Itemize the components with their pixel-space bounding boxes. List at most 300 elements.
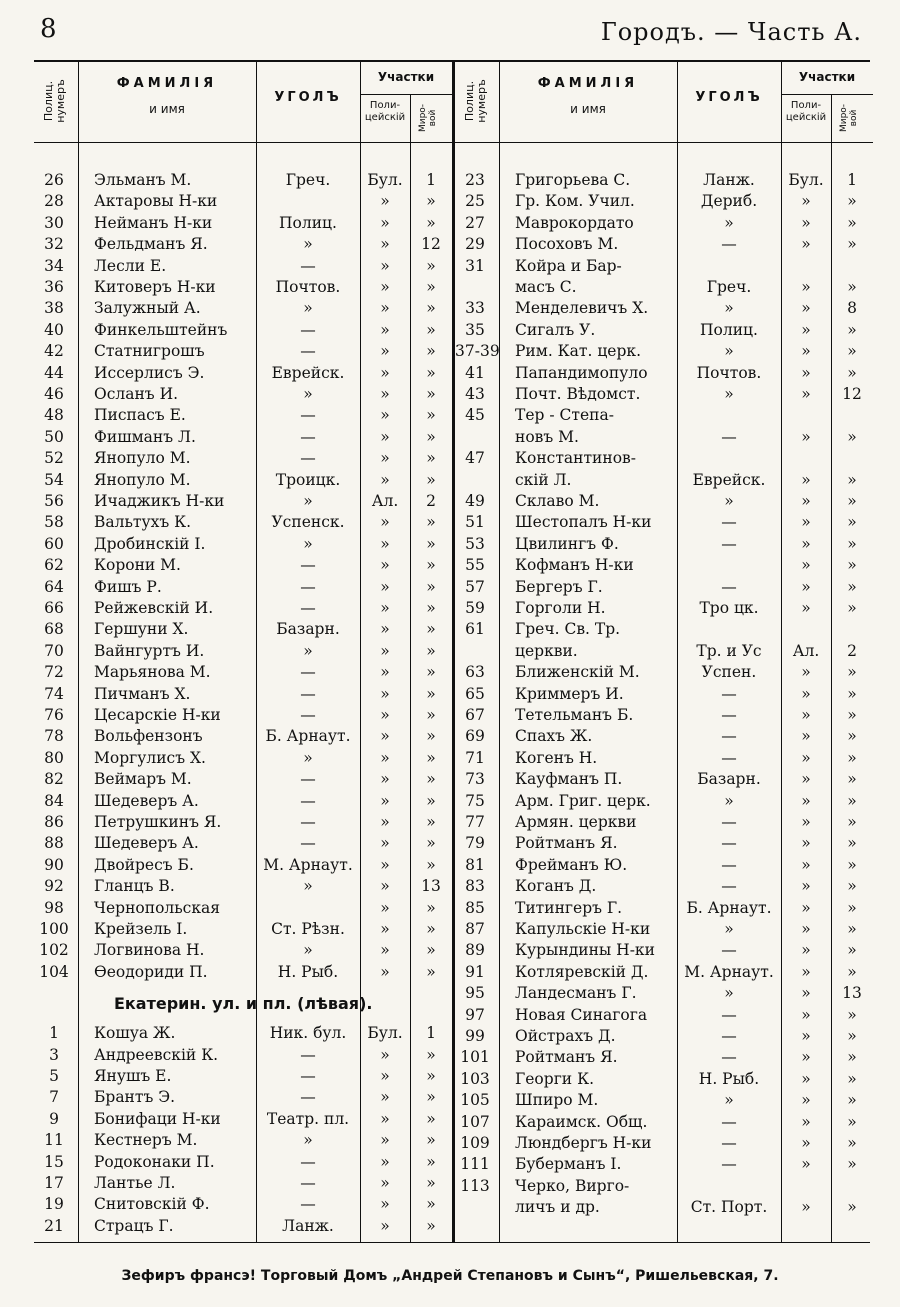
table-row [34, 491, 452, 512]
corner-street: — [300, 1088, 316, 1107]
resident-name: Снитовскій Ф. [94, 1195, 210, 1214]
house-number: 79 [465, 834, 485, 853]
house-number: 51 [465, 513, 485, 532]
peace-precinct: » [426, 1131, 436, 1150]
peace-precinct: » [426, 556, 436, 575]
table-row [455, 577, 873, 598]
resident-name: Койра и Бар- [515, 256, 622, 275]
peace-precinct: » [847, 1027, 857, 1045]
resident-name: Курындины Н-ки [515, 941, 655, 960]
table-row [455, 962, 873, 983]
police-precinct: » [380, 406, 390, 425]
table-row [455, 341, 873, 362]
house-number: 62 [44, 556, 64, 575]
corner-street: — [300, 791, 316, 810]
resident-name: Страцъ Г. [94, 1216, 174, 1235]
police-precinct: » [380, 684, 390, 703]
table-row [34, 405, 452, 426]
header-police: Поли- цейскій [785, 100, 827, 123]
table-row [455, 363, 873, 384]
corner-street: — [721, 1027, 737, 1045]
table-row [34, 470, 452, 491]
corner-street: Еврейск. [271, 363, 345, 382]
corner-street: — [300, 770, 316, 789]
house-number: 58 [44, 513, 64, 532]
police-precinct: » [801, 299, 811, 318]
police-precinct: » [801, 492, 811, 510]
police-precinct: » [801, 920, 811, 938]
house-number: 3 [49, 1045, 59, 1064]
peace-precinct: » [847, 599, 857, 617]
table-row [34, 213, 452, 234]
police-precinct: Бул. [367, 1024, 403, 1043]
table-row [455, 919, 873, 940]
peace-precinct: » [847, 1155, 857, 1174]
table-row [455, 1112, 873, 1133]
corner-street: Ланж. [703, 171, 755, 189]
corner-street: — [721, 1155, 737, 1174]
police-precinct: » [801, 192, 811, 211]
police-precinct: » [380, 877, 390, 896]
police-precinct: » [380, 577, 390, 596]
table-row [34, 705, 452, 726]
corner-street: — [721, 534, 737, 553]
house-number: 40 [44, 320, 64, 339]
house-number: 48 [44, 406, 64, 425]
corner-street: » [724, 492, 734, 510]
table-row [455, 427, 873, 448]
corner-street: — [300, 706, 316, 724]
corner-street: — [300, 663, 316, 682]
corner-street: — [721, 706, 737, 724]
resident-name: Фельдманъ Я. [94, 235, 208, 254]
police-precinct: » [380, 941, 390, 960]
peace-precinct: » [847, 834, 857, 853]
police-precinct: » [380, 427, 390, 446]
house-number: 28 [44, 192, 64, 211]
house-number: 44 [44, 363, 64, 382]
peace-precinct: » [426, 1045, 436, 1064]
corner-street: Дериб. [700, 192, 758, 211]
corner-street: Ст. Порт. [690, 1198, 768, 1217]
table-row [455, 470, 873, 491]
peace-precinct: » [426, 962, 436, 981]
house-number: 76 [44, 706, 64, 724]
house-number: 54 [44, 470, 64, 489]
house-number: 65 [465, 684, 485, 703]
peace-precinct: 1 [426, 171, 436, 189]
resident-name: Новая Синагога [515, 1005, 648, 1024]
peace-precinct: » [847, 962, 857, 981]
peace-precinct: » [426, 1109, 436, 1128]
table-row [34, 427, 452, 448]
peace-precinct: » [847, 941, 857, 960]
police-precinct: » [801, 855, 811, 874]
peace-precinct: » [426, 1152, 436, 1171]
table-row [34, 726, 452, 747]
table-row [34, 555, 452, 576]
house-number: 43 [465, 385, 485, 403]
resident-name: Григорьева С. [515, 171, 631, 189]
house-number: 113 [460, 1176, 490, 1195]
table-row [455, 384, 873, 405]
resident-name: Шестопалъ Н-ки [515, 513, 652, 532]
peace-precinct: » [426, 1174, 436, 1192]
peace-precinct: » [426, 427, 436, 446]
house-number: 56 [44, 492, 64, 510]
table-row [455, 855, 873, 876]
corner-street: » [303, 1131, 313, 1150]
corner-street: — [300, 556, 316, 575]
resident-name: Константинов- [515, 449, 637, 468]
house-number: 86 [44, 813, 64, 831]
table-row [34, 298, 452, 319]
peace-precinct: » [847, 556, 857, 575]
resident-name: Цвилингъ Ф. [515, 534, 619, 553]
police-precinct: » [380, 620, 390, 639]
table-row [34, 512, 452, 533]
resident-name: Котляревскій Д. [515, 962, 649, 981]
table-row [34, 1045, 452, 1066]
resident-name: Осланъ И. [94, 385, 179, 403]
house-number: 57 [465, 577, 485, 596]
police-precinct: » [380, 449, 390, 468]
corner-street: Театр. пл. [266, 1109, 350, 1128]
corner-street: — [300, 449, 316, 468]
peace-precinct: 12 [421, 235, 441, 254]
house-number: 102 [39, 941, 69, 960]
peace-precinct: » [426, 299, 436, 318]
police-precinct: Бул. [367, 171, 403, 189]
table-row [455, 791, 873, 812]
police-precinct: » [380, 641, 390, 660]
corner-street: » [724, 1091, 734, 1110]
police-precinct: » [380, 278, 390, 296]
resident-name: Иссерлисъ Э. [94, 363, 205, 382]
table-row [455, 769, 873, 790]
table-row [34, 1194, 452, 1215]
police-precinct: » [380, 770, 390, 789]
table-row [455, 748, 873, 769]
table-row [455, 405, 873, 426]
resident-name: Шпиро М. [515, 1091, 599, 1110]
police-precinct: » [380, 235, 390, 254]
house-number: 53 [465, 534, 485, 553]
police-precinct: » [801, 363, 811, 382]
resident-name: Греч. Св. Тр. [515, 620, 621, 639]
police-precinct: » [801, 962, 811, 981]
police-precinct: » [380, 299, 390, 318]
police-precinct: » [801, 813, 811, 831]
table-row [34, 577, 452, 598]
house-number: 49 [465, 492, 485, 510]
corner-street: — [300, 577, 316, 596]
corner-street: — [721, 877, 737, 896]
table-row [455, 726, 873, 747]
corner-street: Почтов. [696, 363, 762, 382]
house-number: 21 [44, 1216, 64, 1235]
peace-precinct: » [426, 663, 436, 682]
police-precinct: » [380, 1045, 390, 1064]
resident-name: Лантье Л. [94, 1174, 176, 1192]
peace-precinct: 12 [842, 385, 862, 403]
corner-street: — [721, 684, 737, 703]
resident-name: Фрейманъ Ю. [515, 855, 628, 874]
resident-name: Эльманъ М. [94, 171, 192, 189]
house-number: 52 [44, 449, 64, 468]
table-row [34, 170, 452, 191]
police-precinct: Бул. [788, 171, 824, 189]
corner-street: — [721, 941, 737, 960]
corner-street: — [721, 1048, 737, 1067]
peace-precinct: » [426, 534, 436, 553]
table-row [455, 256, 873, 277]
house-number: 30 [44, 213, 64, 232]
house-number: 59 [465, 599, 485, 617]
resident-name: Армян. церкви [515, 813, 637, 831]
house-number: 83 [465, 877, 485, 896]
police-precinct: » [380, 599, 390, 617]
corner-street: » [303, 748, 313, 767]
police-precinct: » [801, 534, 811, 553]
table-row [34, 684, 452, 705]
resident-name: Цесарскіе Н-ки [94, 706, 221, 724]
police-precinct: » [801, 1069, 811, 1088]
corner-street: — [721, 1134, 737, 1152]
police-precinct: » [801, 342, 811, 361]
resident-name: Лесли Е. [94, 256, 167, 275]
house-number: 99 [465, 1027, 485, 1045]
corner-street: — [721, 1005, 737, 1024]
resident-name: Нейманъ Н-ки [94, 213, 213, 232]
corner-street: — [721, 577, 737, 596]
header-corner: УГОЛЪ [274, 90, 342, 105]
police-precinct: » [380, 1174, 390, 1192]
corner-street: Троицк. [275, 470, 341, 489]
table-row [455, 619, 873, 640]
resident-name: Янопуло М. [94, 470, 191, 489]
resident-name: Фишъ Р. [94, 577, 162, 596]
peace-precinct: » [847, 898, 857, 917]
corner-street: Б. Арнаут. [265, 727, 351, 746]
house-number: 81 [465, 855, 485, 874]
police-precinct: » [801, 278, 811, 296]
table-row [455, 512, 873, 533]
resident-name: Гр. Ком. Учил. [515, 192, 635, 211]
corner-street: Н. Рыб. [698, 1069, 760, 1088]
table-row [34, 277, 452, 298]
corner-street: — [721, 427, 737, 446]
corner-street: М. Арнаут. [263, 855, 353, 874]
police-precinct: » [380, 663, 390, 682]
table-row [34, 1023, 452, 1044]
peace-precinct: » [426, 342, 436, 361]
table-row [34, 534, 452, 555]
peace-precinct: » [847, 1048, 857, 1067]
peace-precinct: » [847, 192, 857, 211]
house-number: 82 [44, 770, 64, 789]
footer-advert: Зефиръ франсэ! Торговый Домъ „Андрей Степановъ и Сынъ“, Ришельевская, 7. [121, 1268, 779, 1284]
corner-street: Базарн. [276, 620, 340, 639]
table-row [455, 213, 873, 234]
resident-name: Актаровы Н-ки [94, 192, 218, 211]
house-number: 67 [465, 706, 485, 724]
table-row [34, 384, 452, 405]
directory-table [34, 60, 870, 1243]
house-number: 27 [465, 213, 485, 232]
police-precinct: » [380, 513, 390, 532]
table-row [34, 1216, 452, 1237]
peace-precinct: » [426, 1195, 436, 1214]
section-title: Екатерин. ул. и пл. (лѣвая). [114, 994, 373, 1013]
peace-precinct: » [847, 1005, 857, 1024]
peace-precinct: 2 [847, 641, 857, 660]
resident-name: Криммеръ И. [515, 684, 624, 703]
resident-name: Финкельштейнъ [94, 320, 228, 339]
peace-precinct: » [426, 213, 436, 232]
page-title: Городъ. — Часть А. [600, 18, 862, 46]
house-number: 7 [49, 1088, 59, 1107]
table-row [34, 641, 452, 662]
peace-precinct: 1 [426, 1024, 436, 1043]
house-number: 33 [465, 299, 485, 318]
corner-street: — [300, 256, 316, 275]
police-precinct: » [801, 427, 811, 446]
house-number: 45 [465, 406, 485, 425]
house-number: 73 [465, 770, 485, 789]
corner-street: » [724, 213, 734, 232]
resident-name: Статнигрошъ [94, 342, 205, 361]
peace-precinct: » [426, 449, 436, 468]
resident-name: церкви. [515, 641, 578, 660]
header-name: ФАМИЛІЯ [116, 76, 218, 91]
table-row [455, 491, 873, 512]
table-row [455, 705, 873, 726]
header-subdivider [360, 94, 452, 95]
house-number: 104 [39, 962, 69, 981]
header-precincts: Участки [377, 70, 435, 84]
resident-name: Гланцъ В. [94, 877, 175, 896]
table-row [455, 598, 873, 619]
resident-name: Вайнгуртъ И. [94, 641, 205, 660]
house-number: 37-39 [455, 342, 500, 361]
peace-precinct: » [847, 278, 857, 296]
house-number: 87 [465, 920, 485, 938]
corner-street: Успенск. [271, 513, 345, 532]
resident-name: Моргулисъ Х. [94, 748, 206, 767]
table-row [455, 812, 873, 833]
peace-precinct: » [847, 770, 857, 789]
house-number: 77 [465, 813, 485, 831]
resident-name: Черко, Вирго- [515, 1176, 630, 1195]
house-number: 66 [44, 599, 64, 617]
police-precinct: » [380, 834, 390, 853]
table-row [34, 791, 452, 812]
house-number: 101 [460, 1048, 490, 1067]
resident-name: Янушъ Е. [94, 1067, 172, 1085]
table-row [455, 1026, 873, 1047]
corner-street: — [721, 855, 737, 874]
header-corner: УГОЛЪ [695, 90, 763, 105]
table-row [34, 1109, 452, 1130]
corner-street: » [724, 984, 734, 1003]
house-number: 70 [44, 641, 64, 660]
peace-precinct: » [426, 834, 436, 853]
resident-name: Рим. Кат. церк. [515, 342, 642, 361]
resident-name: Ройтманъ Я. [515, 1048, 618, 1067]
house-number: 50 [44, 427, 64, 446]
header-precincts: Участки [798, 70, 856, 84]
resident-name: Марьянова М. [94, 663, 211, 682]
resident-name: Тер - Степа- [515, 406, 614, 425]
corner-street: » [303, 534, 313, 553]
table-row [34, 619, 452, 640]
peace-precinct: » [847, 320, 857, 339]
peace-precinct: » [847, 213, 857, 232]
police-precinct: » [380, 320, 390, 339]
peace-precinct: » [847, 663, 857, 682]
house-number: 72 [44, 663, 64, 682]
table-row [34, 1066, 452, 1087]
corner-street: » [303, 385, 313, 403]
peace-precinct: » [847, 534, 857, 553]
peace-precinct: 13 [421, 877, 441, 896]
house-number: 11 [44, 1131, 64, 1150]
corner-street: — [721, 813, 737, 831]
peace-precinct: » [426, 941, 436, 960]
house-number: 41 [465, 363, 485, 382]
resident-name: Папандимопуло [515, 363, 648, 382]
police-precinct: » [380, 363, 390, 382]
peace-precinct: » [426, 920, 436, 938]
police-precinct: » [380, 342, 390, 361]
corner-street: Еврейск. [692, 470, 766, 489]
peace-precinct: » [426, 470, 436, 489]
police-precinct: » [801, 898, 811, 917]
peace-precinct: » [426, 192, 436, 211]
house-number: 5 [49, 1067, 59, 1085]
police-precinct: » [380, 256, 390, 275]
table-row [34, 320, 452, 341]
resident-name: Буберманъ І. [515, 1155, 622, 1174]
house-number: 34 [44, 256, 64, 275]
table-row [34, 748, 452, 769]
resident-name: Люндбергъ Н-ки [515, 1134, 652, 1152]
police-precinct: » [380, 1131, 390, 1150]
police-precinct: » [801, 706, 811, 724]
table-row [34, 598, 452, 619]
table-row [455, 1133, 873, 1154]
resident-name: Посоховъ М. [515, 235, 619, 254]
resident-name: Караимск. Общ. [515, 1112, 648, 1131]
table-row [455, 191, 873, 212]
corner-street: Успен. [701, 663, 757, 682]
house-number: 63 [465, 663, 485, 682]
house-number: 78 [44, 727, 64, 746]
resident-name: Чернопольская [94, 898, 221, 917]
peace-precinct: » [426, 599, 436, 617]
table-row [455, 1176, 873, 1197]
table-row [34, 662, 452, 683]
table-row [34, 855, 452, 876]
police-precinct: » [801, 684, 811, 703]
resident-name: Горголи Н. [515, 599, 606, 617]
resident-name: Когенъ Н. [515, 748, 598, 767]
table-row [455, 298, 873, 319]
table-row [34, 341, 452, 362]
house-number: 15 [44, 1152, 64, 1171]
peace-precinct: » [426, 684, 436, 703]
